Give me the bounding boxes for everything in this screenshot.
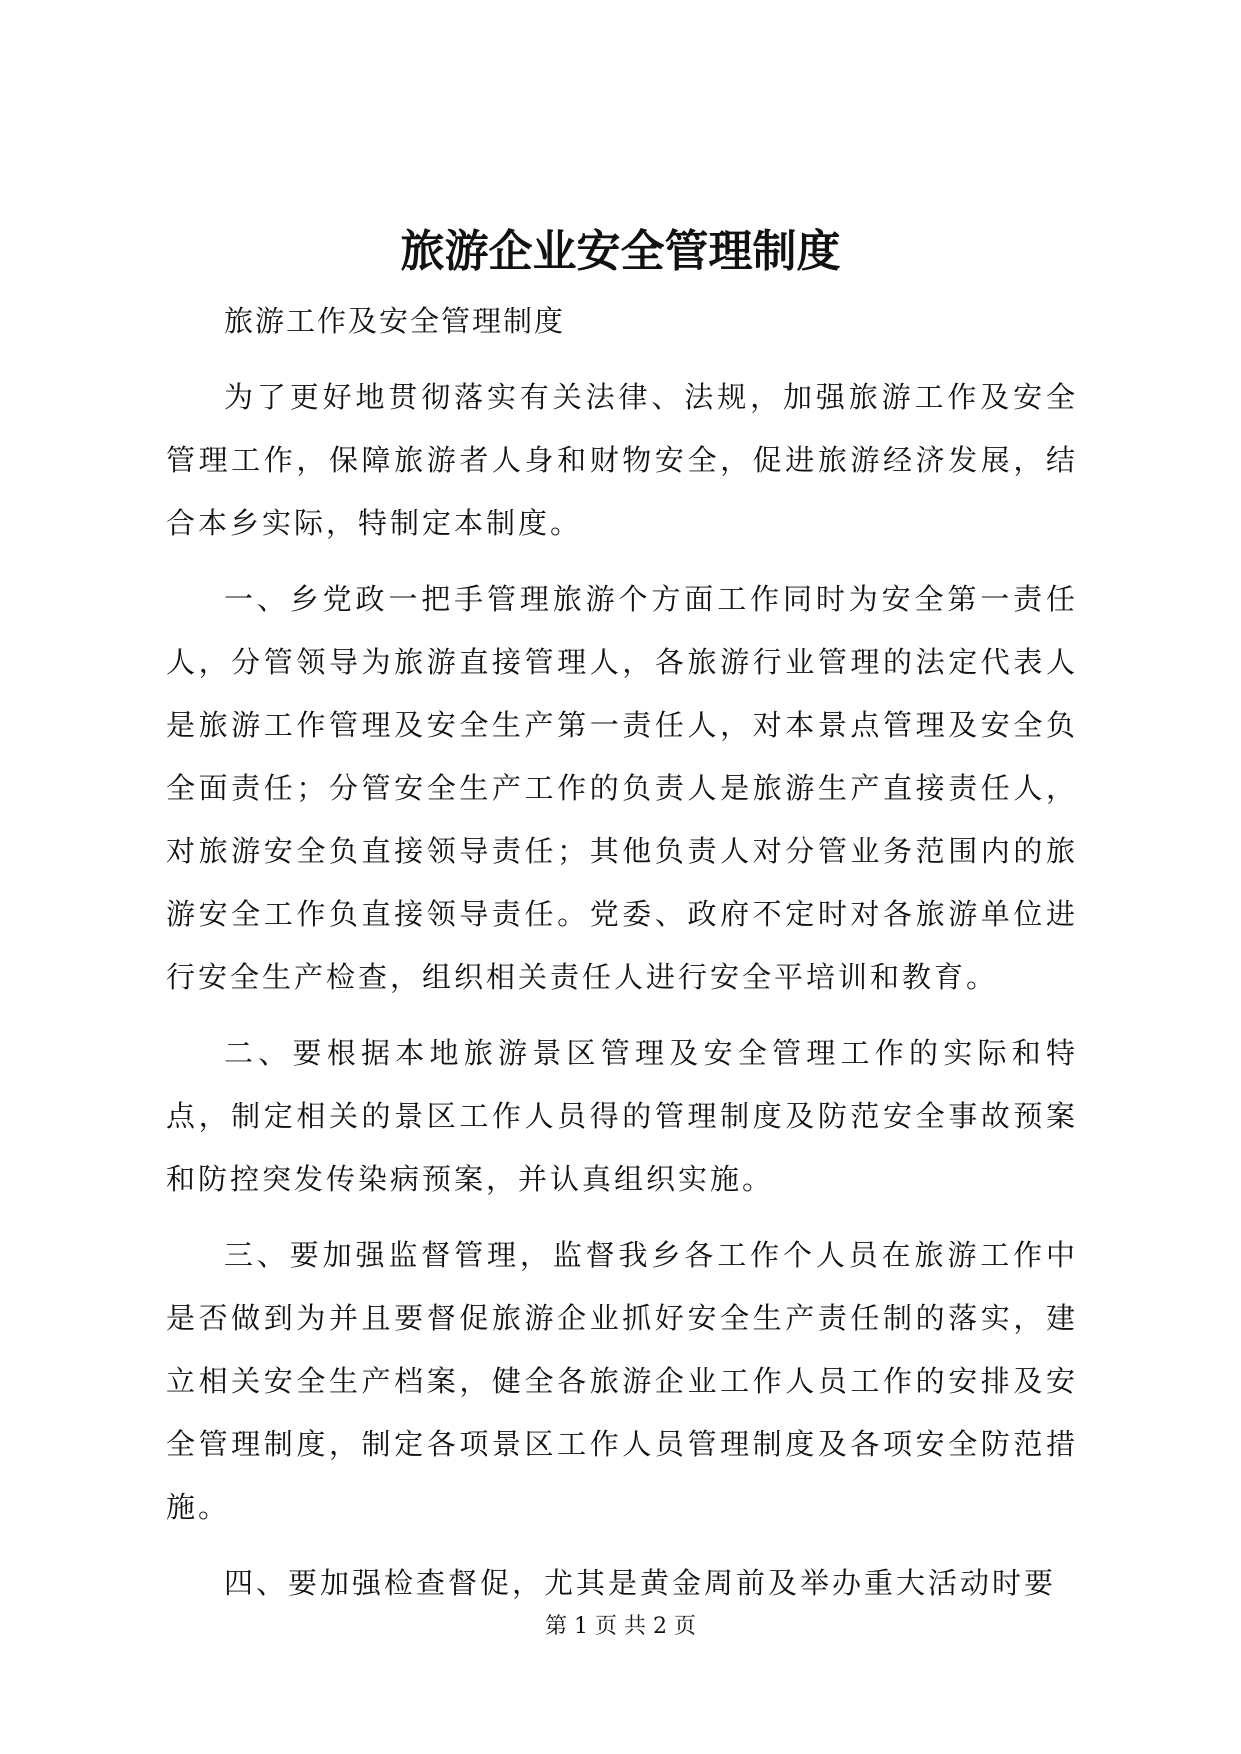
clause-2-paragraph: 二、要根据本地旅游景区管理及安全管理工作的实际和特点，制定相关的景区工作人员得的管理制度及防范安全事故预案和防控突发传染病预案，并认真组织实施。 [166, 1036, 1078, 1196]
page-footer: 第 1 页 共 2 页 [545, 1614, 696, 1639]
clause-1-paragraph: 一、乡党政一把手管理旅游个方面工作同时为安全第一责任人，分管领导为旅游直接管理人，各旅游行业管理的法定代表人是旅游工作管理及安全生产第一责任人，对本景点管理及安全负全面责任；分管安全生产工作的负责人是旅游生产直接责任人，对旅游安全负直接领导责任；其他负责人对分管业务范围内的旅游安全工作负直接领导责任。党委、政府不定时对各旅游单位进行安全生产检查，组织相关责任人进行安全平培训和教育。 [166, 582, 1078, 994]
document-body [166, 290, 1078, 1628]
clause-4-paragraph: 四、要加强检查督促，尤其是黄金周前及举办重大活动时要 [224, 1566, 1057, 1600]
clause-3-paragraph: 三、要加强监督管理，监督我乡各工作个人员在旅游工作中是否做到为并且要督促旅游企业抓好安全生产责任制的落实，建立相关安全生产档案，健全各旅游企业工作人员工作的安排及安全管理制度，制定各项景区工作人员管理制度及各项安全防范措施。 [166, 1238, 1078, 1524]
subtitle-paragraph: 旅游工作及安全管理制度 [224, 304, 566, 338]
intro-paragraph: 为了更好地贯彻落实有关法律、法规，加强旅游工作及安全管理工作，保障旅游者人身和财物安全，促进旅游经济发展，结合本乡实际，特制定本制度。 [166, 380, 1078, 540]
document-title: 旅游企业安全管理制度 [400, 226, 841, 277]
